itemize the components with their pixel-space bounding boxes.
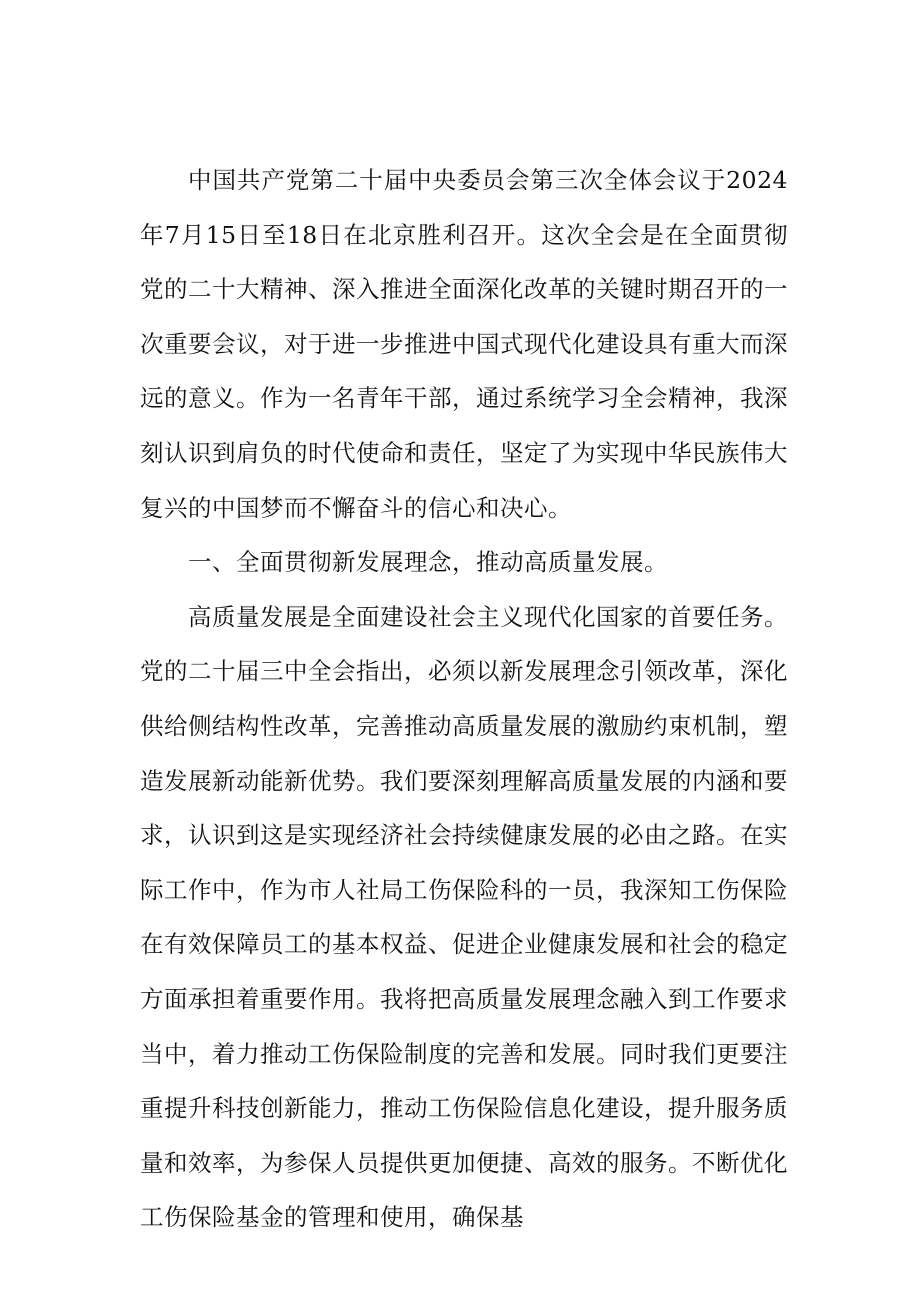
body-paragraph: 高质量发展是全面建设社会主义现代化国家的首要任务。党的二十届三中全会指出，必须以新发展理念引领改革，深化供给侧结构性改革，完善推动高质量发展的激励约束机制，塑造发展新动能新优势。我们要深刻理解高质量发展的内涵和要求，认识到这是实现经济社会持续健康发展的必由之路。在实际工作中，作为市人社局工伤保险科的一员，我深知工伤保险在有效保障员工的基本权益、促进企业健康发展和社会的稳定方面承担着重要作用。我将把高质量发展理念融入到工作要求当中，着力推动工伤保险制度的完善和发展。同时我们更要注重提升科技创新能力，推动工伤保险信息化建设，提升服务质量和效率，为参保人员提供更加便捷、高效的服务。不断优化工伤保险基金的管理和使用，确保基 [140, 602, 788, 1232]
document-body [140, 153, 788, 1245]
section-heading: 一、全面贯彻新发展理念，推动高质量发展。 [188, 548, 668, 577]
intro-paragraph: 中国共产党第二十届中央委员会第三次全体会议于2024年7月15日至18日在北京胜利召开。这次全会是在全面贯彻党的二十大精神、深入推进全面深化改革的关键时期召开的一次重要会议，对于进一步推进中国式现代化建设具有重大而深远的意义。作为一名青年干部，通过系统学习全会精神，我深刻认识到肩负的时代使命和责任，坚定了为实现中华民族伟大复兴的中国梦而不懈奋斗的信心和决心。 [140, 166, 788, 522]
